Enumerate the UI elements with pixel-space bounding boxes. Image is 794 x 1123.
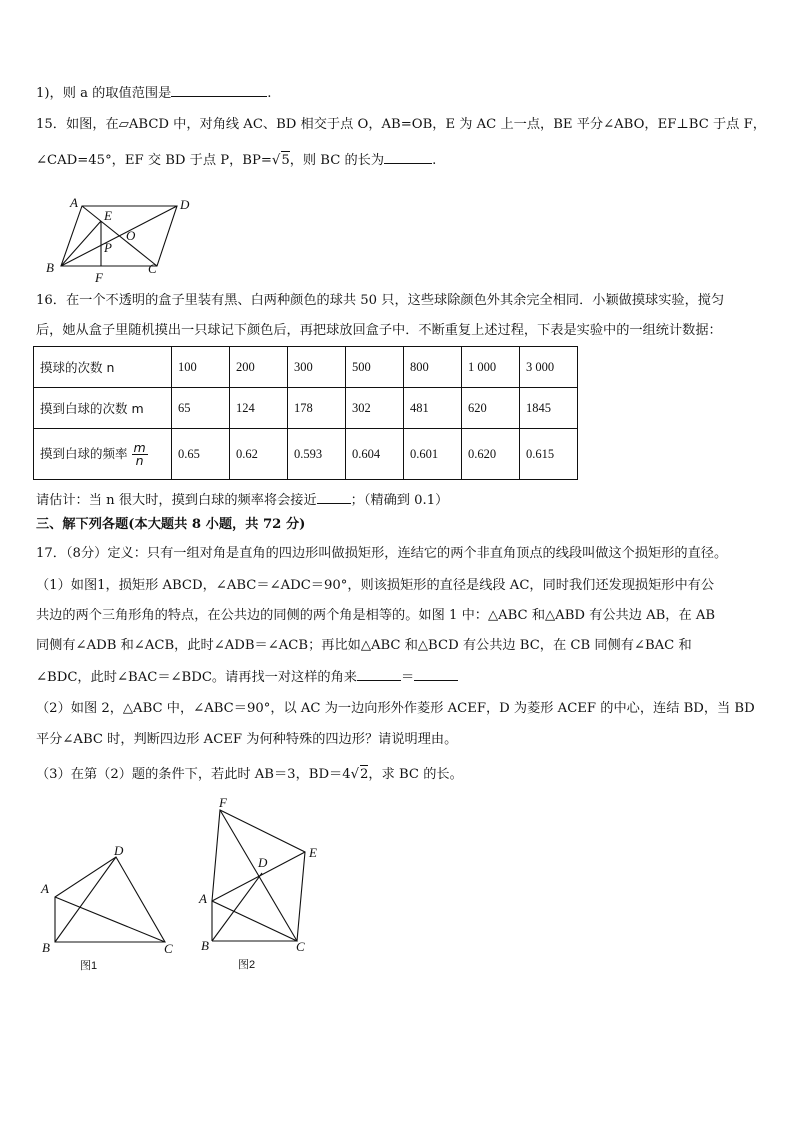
table-cell: 178	[288, 388, 346, 429]
q15-line1: 15．如图，在▱ABCD 中，对角线 AC、BD 相交于点 O，AB=OB，E 为 AC 上一点，BE 平分∠ABO，EF⊥BC 于点 F，	[36, 117, 766, 132]
table-cell: 302	[346, 388, 404, 429]
table-cell: 620	[462, 388, 520, 429]
label-B: B	[201, 938, 209, 953]
table-cell: 300	[288, 347, 346, 388]
label-A: A	[70, 195, 78, 210]
table-cell: 0.593	[288, 429, 346, 480]
section-heading: 三、解下列各题(本大题共 8 小题，共 72 分)	[36, 517, 306, 532]
table-row	[34, 388, 578, 429]
table-cell: 100	[172, 347, 230, 388]
answer-blank	[414, 667, 458, 681]
q17-p3: （3）在第（2）题的条件下，若此时 AB＝3，BD＝4√2，求 BC 的长。	[36, 767, 463, 782]
q16-estimate	[36, 490, 448, 510]
table-cell: 0.604	[346, 429, 404, 480]
table-cell: 481	[404, 388, 462, 429]
table-row-head: 摸球的次数 n	[34, 347, 172, 388]
q17-p1-line4	[36, 667, 458, 687]
table-row	[34, 429, 578, 480]
q16-estimate-a: 请估计：当 n 很大时，摸到白球的频率将会接近	[36, 493, 317, 508]
q17-p3-a: （3）在第（2）题的条件下，若此时 AB＝3，BD＝4	[36, 767, 351, 782]
q17-p1-line3: 同侧有∠ADB 和∠ACB，此时∠ADB＝∠ACB；再比如△ABC 和△BCD 有公共边 BC，在 CB 同侧有∠BAC 和	[36, 638, 692, 653]
figure-caption: 图2	[238, 959, 256, 971]
fraction-m-over-n	[132, 439, 148, 468]
table-cell: 800	[404, 347, 462, 388]
answer-blank	[357, 667, 401, 681]
table-row-head: 摸到白球的次数 m	[34, 388, 172, 429]
table-cell: 124	[230, 388, 288, 429]
label-A: A	[41, 881, 49, 896]
q17-p1-line2: 共边的两个三角形角的特点，在公共边的同侧的两个角是相等的。如图 1 中：△ABC 和△ABD 有公共边 AB，在 AB	[36, 608, 716, 623]
q14-end: .	[267, 86, 272, 101]
q16-line1: 16．在一个不透明的盒子里装有黑、白两种颜色的球共 50 只，这些球除颜色外其余完全相同．小颖做摸球实验，搅匀	[36, 293, 725, 308]
label-F: F	[219, 795, 227, 810]
table-cell: 200	[230, 347, 288, 388]
q17-figure-2	[196, 795, 336, 975]
answer-blank	[171, 83, 267, 97]
q15-sqrt: 5	[281, 153, 290, 168]
q17-p2-line1: （2）如图 2，△ABC 中，∠ABC＝90°，以 AC 为一边向形外作菱形 ACEF，D 为菱形 ACEF 的中心，连结 BD，当 BD	[36, 701, 755, 716]
q17-p1-line4-a: ∠BDC，此时∠BAC＝∠BDC。请再找一对这样的角来	[36, 670, 357, 685]
q17-sqrt: 2	[360, 767, 369, 782]
table-cell: 0.615	[520, 429, 578, 480]
answer-blank	[317, 490, 351, 504]
table-cell: 0.62	[230, 429, 288, 480]
table-row-head	[34, 429, 172, 480]
label-O: O	[126, 228, 136, 243]
table-row-head-text: 摸到白球的频率	[40, 445, 128, 461]
q15-end: .	[432, 153, 437, 168]
table-cell: 0.65	[172, 429, 230, 480]
label-B: B	[42, 940, 50, 955]
label-E: E	[104, 208, 112, 223]
table-row	[34, 347, 578, 388]
q15-line2-a: ∠CAD=45°，EF 交 BD 于点 P，BP=	[36, 153, 272, 168]
table-cell: 500	[346, 347, 404, 388]
label-D: D	[180, 197, 190, 212]
label-F: F	[95, 270, 103, 285]
q15-line2: ∠CAD=45°，EF 交 BD 于点 P，BP=√5，则 BC 的长为 .	[36, 150, 436, 170]
q17-p1-line1: （1）如图1，损矩形 ABCD，∠ABC＝∠ADC＝90°，则该损矩形的直径是线段 AC，同时我们还发现损矩形中有公	[36, 578, 715, 593]
label-B: B	[46, 260, 54, 275]
q17-p3-b: ，求 BC 的长。	[368, 767, 463, 782]
figure-caption: 图1	[80, 960, 98, 972]
q14-tail	[36, 83, 271, 103]
table-cell: 3 000	[520, 347, 578, 388]
label-E: E	[309, 845, 317, 860]
q17-figure-1	[36, 845, 186, 975]
label-C: C	[148, 261, 157, 276]
table-cell: 1 000	[462, 347, 520, 388]
label-D: D	[258, 855, 268, 870]
q17-p2-line2: 平分∠ABC 时，判断四边形 ACEF 为何种特殊的四边形？请说明理由。	[36, 732, 458, 747]
label-D: D	[114, 845, 124, 858]
q14-text: 1)，则 a 的取值范围是	[36, 86, 172, 101]
q17-intro: 17．（8分）定义：只有一组对角是直角的四边形叫做损矩形，连结它的两个非直角顶点的线段叫做这个损矩形的直径。	[36, 546, 728, 561]
q15-line2-b: ，则 BC 的长为	[289, 153, 385, 168]
label-A: A	[199, 891, 207, 906]
q16-line2: 后，她从盒子里随机摸出一只球记下颜色后，再把球放回盒子中．不断重复上述过程，下表是实验中的一组统计数据：	[36, 323, 722, 338]
fraction-numerator: m	[133, 439, 146, 455]
fraction-denominator: n	[135, 452, 144, 468]
table-cell: 1845	[520, 388, 578, 429]
table-cell: 65	[172, 388, 230, 429]
answer-blank	[384, 150, 432, 164]
label-C: C	[164, 941, 173, 956]
q15-parallelogram-figure	[40, 195, 240, 295]
table-cell: 0.620	[462, 429, 520, 480]
experiment-table	[33, 346, 578, 480]
label-P: P	[104, 240, 112, 255]
table-cell: 0.601	[404, 429, 462, 480]
q16-estimate-b: ；（精确到 0.1）	[350, 493, 449, 508]
label-C: C	[296, 939, 305, 954]
q17-equals: ＝	[400, 670, 415, 685]
